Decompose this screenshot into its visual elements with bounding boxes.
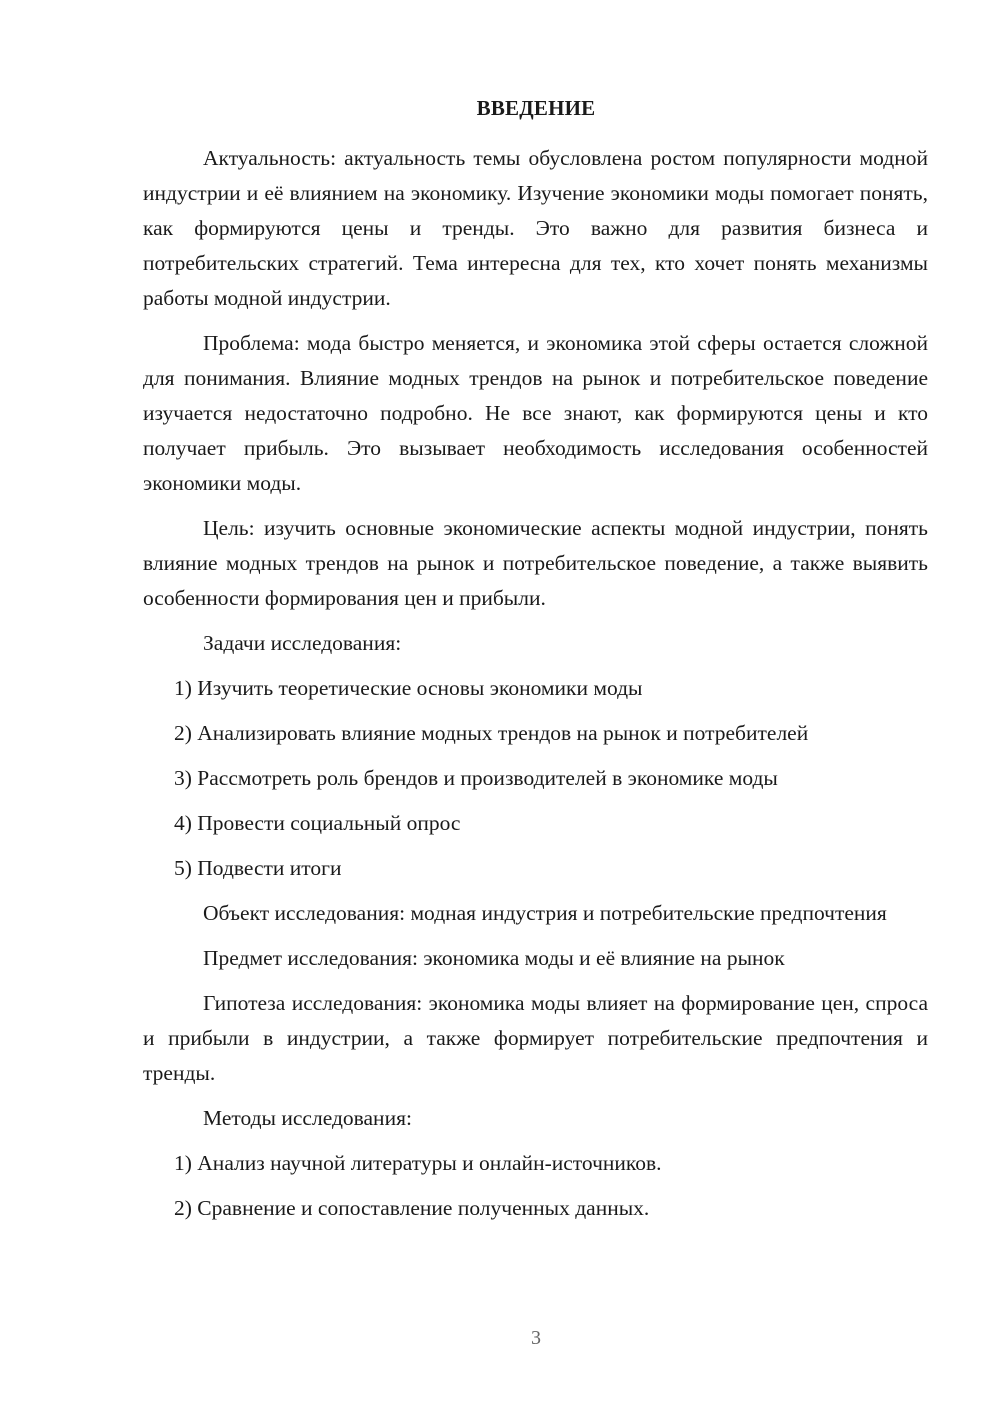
task-item-2: 2) Анализировать влияние модных трендов на рынок и потребителей (174, 721, 809, 745)
paragraph-goal: Цель: изучить основные экономические аспекты модной индустрии, понять влияние модных трендов на рынок и потребительское поведение, а также выявить особенности формирования цен и прибыли. (143, 516, 928, 610)
paragraph-subject: Предмет исследования: экономика моды и её влияние на рынок (203, 946, 785, 970)
task-item-3: 3) Рассмотреть роль брендов и производителей в экономике моды (174, 766, 778, 790)
methods-heading: Методы исследования: (203, 1106, 412, 1130)
body-text (143, 141, 928, 1236)
paragraph-relevance: Актуальность: актуальность темы обусловлена ростом популярности модной индустрии и её влиянием на экономику. Изучение экономики моды помогает понять, как формируются цены и тренды. Это важно для развития бизнеса и потребительских стратегий. Тема интересна для тех, кто хочет понять механизмы работы модной индустрии. (143, 146, 928, 310)
page-title: ВВЕДЕНИЕ (476, 96, 596, 120)
method-item-2: 2) Сравнение и сопоставление полученных данных. (174, 1196, 650, 1220)
tasks-heading: Задачи исследования: (203, 631, 402, 655)
paragraph-problem: Проблема: мода быстро меняется, и экономика этой сферы остается сложной для понимания. Влияние модных трендов на рынок и потребительское поведение изучается недостаточно подробно. Не все знают, как формируются цены и кто получает прибыль. Это вызывает необходимость исследования особенностей экономики моды. (143, 331, 928, 495)
paragraph-hypothesis: Гипотеза исследования: экономика моды влияет на формирование цен, спроса и прибыли в индустрии, а также формирует потребительские предпочтения и тренды. (143, 991, 928, 1085)
paragraph-object: Объект исследования: модная индустрия и потребительские предпочтения (203, 901, 887, 925)
page-number: 3 (531, 1327, 541, 1349)
method-item-1: 1) Анализ научной литературы и онлайн-источников. (174, 1151, 662, 1175)
task-item-4: 4) Провести социальный опрос (174, 811, 461, 835)
task-item-1: 1) Изучить теоретические основы экономики моды (174, 676, 643, 700)
task-item-5: 5) Подвести итоги (174, 856, 342, 880)
